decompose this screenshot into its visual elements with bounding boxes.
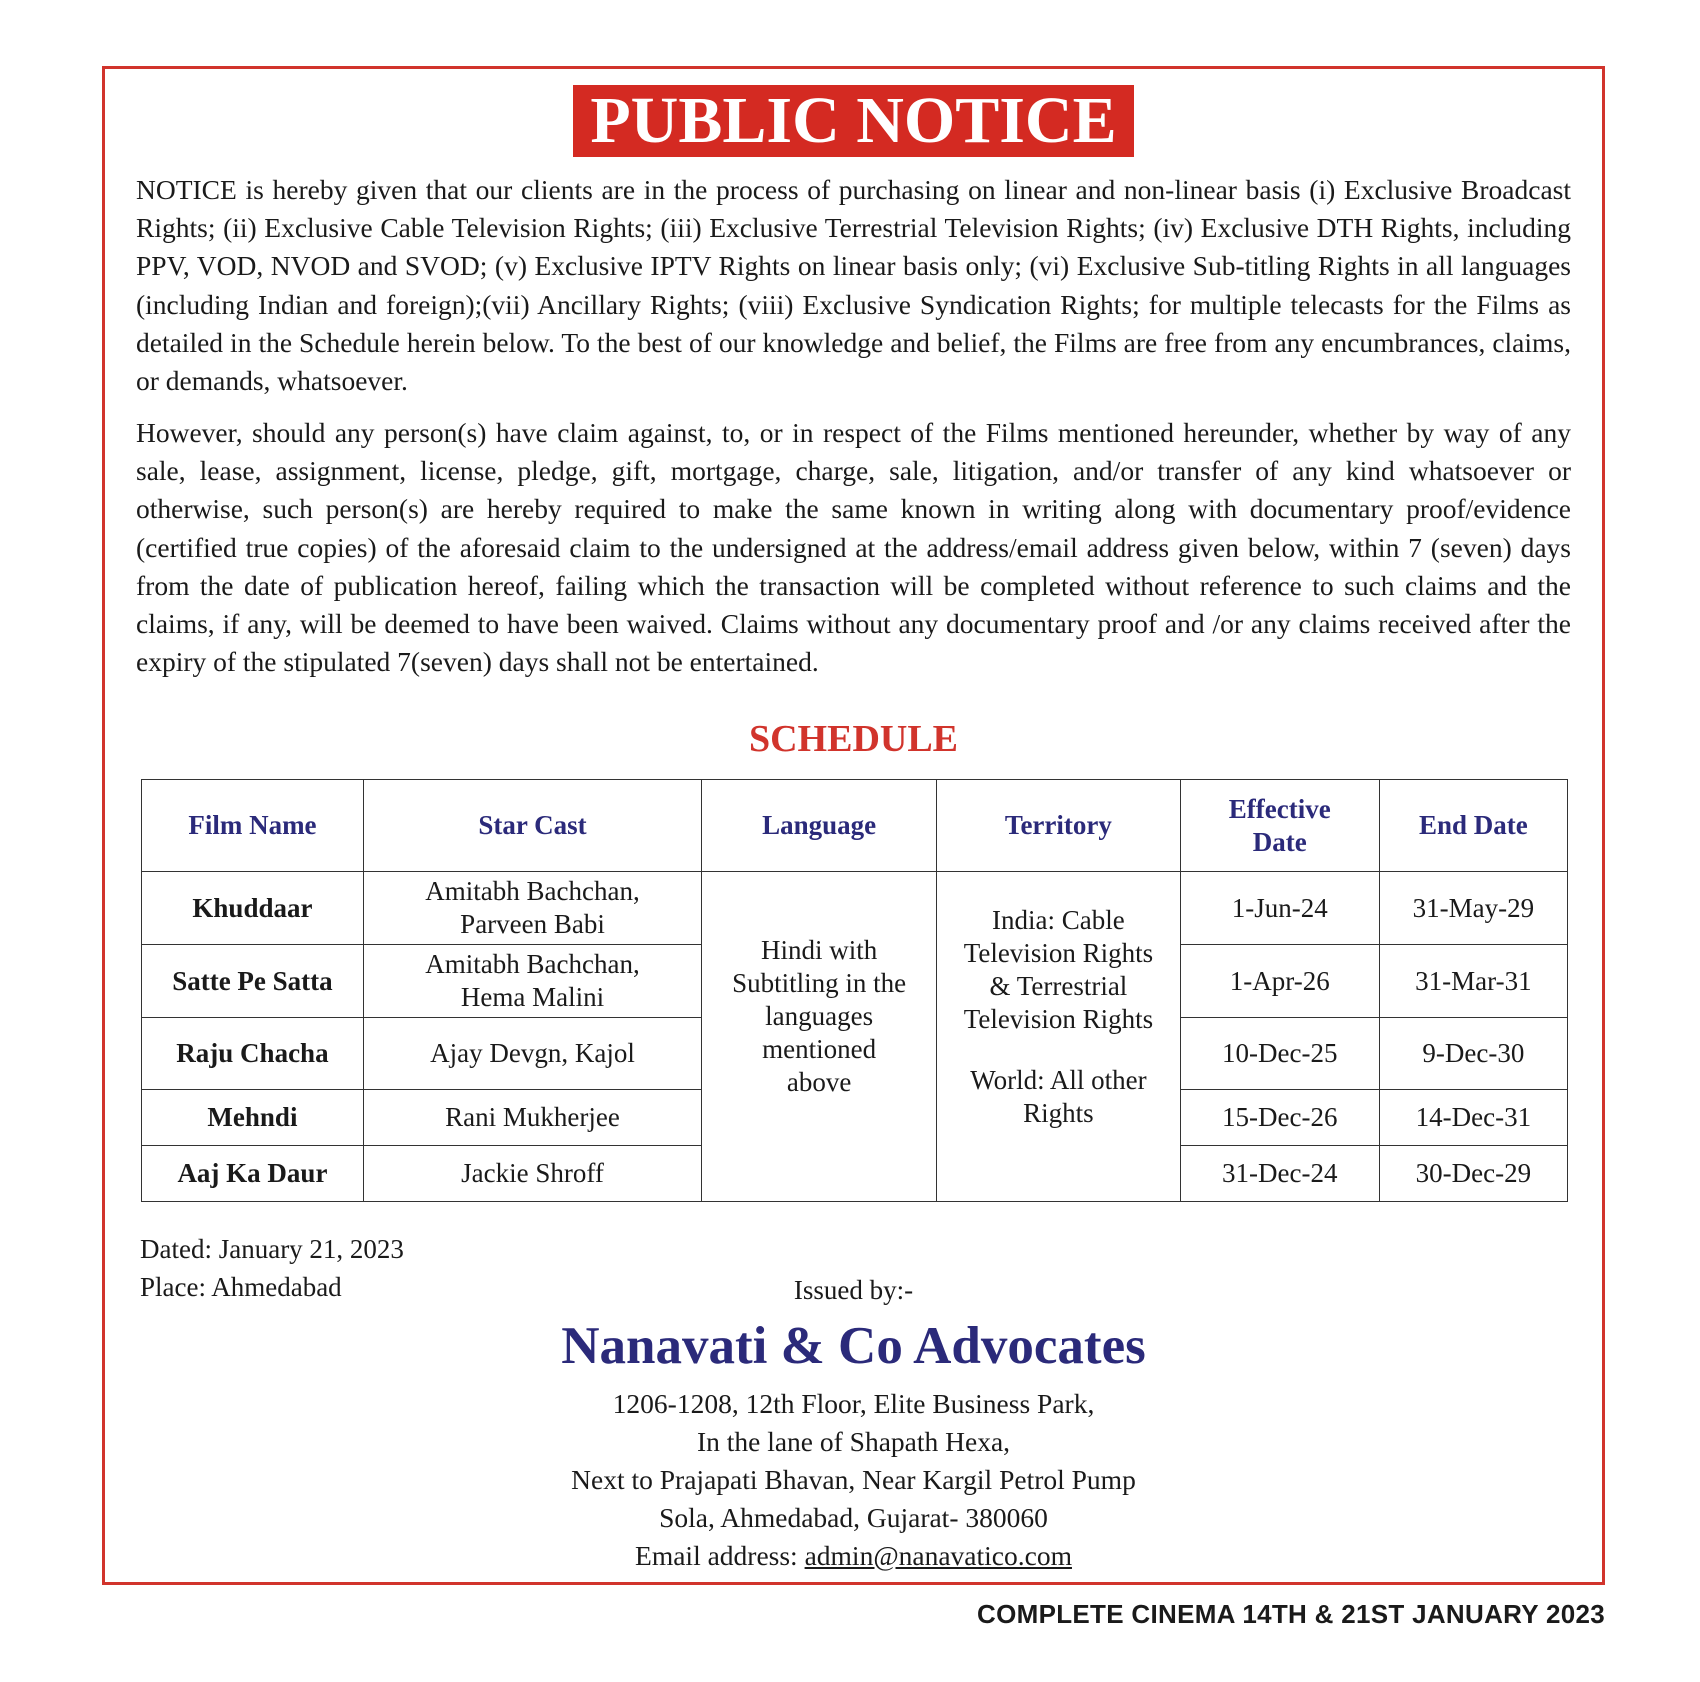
end-date-cell: 31-May-29 — [1379, 872, 1567, 945]
film-name-cell: Khuddaar — [142, 872, 364, 945]
table-row — [142, 872, 1568, 945]
territory-line: World: All other — [970, 1064, 1147, 1095]
effective-date-cell: 15-Dec-26 — [1180, 1090, 1379, 1146]
film-name-cell: Mehndi — [142, 1090, 364, 1146]
territory-line: Television Rights — [963, 1003, 1154, 1034]
column-header-effective-date — [1180, 780, 1379, 872]
end-date-cell: 30-Dec-29 — [1379, 1146, 1567, 1202]
star-cast-cell — [363, 945, 701, 1018]
end-date-cell: 31-Mar-31 — [1379, 945, 1567, 1018]
language-line: above — [786, 1067, 852, 1097]
end-date-cell: 14-Dec-31 — [1379, 1090, 1567, 1146]
territory-line: Rights — [1023, 1097, 1094, 1128]
address-line: Next to Prajapati Bhavan, Near Kargil Petrol Pump — [571, 1464, 1136, 1495]
email-link[interactable]: admin@nanavatico.com — [804, 1540, 1072, 1571]
star-cast-cell — [363, 872, 701, 945]
territory-line: Television Rights — [963, 937, 1154, 968]
language-line: mentioned — [762, 1034, 877, 1064]
email-label: Email address: — [635, 1540, 805, 1571]
dated-line: Dated: January 21, 2023 — [140, 1234, 404, 1264]
address-line: 1206-1208, 12th Floor, Elite Business Park, — [612, 1388, 1095, 1419]
film-name-cell: Aaj Ka Daur — [142, 1146, 364, 1202]
place-line: Place: Ahmedabad — [140, 1272, 342, 1302]
effective-date-cell: 1-Jun-24 — [1180, 872, 1379, 945]
column-header-star-cast: Star Cast — [363, 780, 701, 872]
notice-title: PUBLIC NOTICE — [573, 85, 1133, 157]
star-cast-line: Parveen Babi — [460, 909, 605, 939]
column-header-film-name: Film Name — [142, 780, 364, 872]
star-cast-line: Hema Malini — [460, 982, 605, 1012]
address-block — [105, 1385, 1602, 1575]
schedule-heading: SCHEDULE — [748, 718, 959, 760]
language-line: Hindi with — [760, 935, 878, 965]
effective-date-cell: 31-Dec-24 — [1180, 1146, 1379, 1202]
schedule-table — [141, 779, 1568, 1202]
end-date-cell: 9-Dec-30 — [1379, 1018, 1567, 1090]
firm-name: Nanavati & Co Advocates — [561, 1317, 1146, 1375]
star-cast-line: Amitabh Bachchan, — [425, 876, 640, 906]
column-header-language: Language — [702, 780, 937, 872]
email-line — [105, 1537, 1602, 1575]
territory-cell — [937, 872, 1181, 1202]
film-name-cell: Satte Pe Satta — [142, 945, 364, 1018]
language-line: languages — [765, 1001, 874, 1031]
star-cast-cell: Jackie Shroff — [363, 1146, 701, 1202]
star-cast-line: Amitabh Bachchan, — [425, 949, 640, 979]
publication-footer-tag: COMPLETE CINEMA 14TH & 21ST JANUARY 2023 — [977, 1599, 1605, 1629]
language-cell — [702, 872, 937, 1202]
effective-date-cell: 10-Dec-25 — [1180, 1018, 1379, 1090]
address-line: In the lane of Shapath Hexa, — [696, 1426, 1011, 1457]
language-line: Subtitling in the — [732, 968, 907, 998]
column-header-end-date: End Date — [1379, 780, 1567, 872]
column-header-territory: Territory — [937, 780, 1181, 872]
territory-line: India: Cable — [992, 904, 1125, 935]
issued-by-label: Issued by:- — [793, 1275, 914, 1305]
star-cast-cell: Rani Mukherjee — [363, 1090, 701, 1146]
notice-paragraph-2: However, should any person(s) have claim against, to, or in respect of the Films mentioned hereunder, whether by way of any sale, lease, assignment, license, pledge, gift, mortgage, charge, sale, litigation, and/or transfer of any kind whatsoever or otherwise, such person(s) are hereby required to make the same known in writing along with documentary proof/evidence (certified true copies) of the aforesaid claim to the undersigned at the address/email address given below, within 7 (seven) days from the date of publication hereof, failing which the transaction will be completed without reference to such claims and the claims, if any, will be deemed to have been waived. Claims without any documentary proof and /or any claims received after the expiry of the stipulated 7(seven) days shall not be entertained. — [136, 417, 1571, 678]
notice-paragraph-1: NOTICE is hereby given that our clients are in the process of purchasing on linear and non-linear basis (i) Exclusive Broadcast Rights; (ii) Exclusive Cable Television Rights; (iii) Exclusive Terrestrial Television Rights; (iv) Exclusive DTH Rights, including PPV, VOD, NVOD and SVOD; (v) Exclusive IPTV Rights on linear basis only; (vi) Exclusive Sub-titling Rights in all languages (including Indian and foreign);(vii) Ancillary Rights; (viii) Exclusive Syndication Rights; for multiple telecasts for the Films as detailed in the Schedule herein below. To the best of our knowledge and belief, the Films are free from any encumbrances, claims, or demands, whatsoever. — [136, 174, 1571, 397]
address-line: Sola, Ahmedabad, Gujarat- 380060 — [659, 1502, 1048, 1533]
effective-date-header-text: Effective Date — [1228, 793, 1331, 857]
star-cast-cell: Ajay Devgn, Kajol — [363, 1018, 701, 1090]
film-name-cell: Raju Chacha — [142, 1018, 364, 1090]
territory-line: & Terrestrial — [989, 970, 1128, 1001]
notice-frame — [102, 66, 1605, 1585]
title-wrapper — [105, 85, 1602, 157]
effective-date-cell: 1-Apr-26 — [1180, 945, 1379, 1018]
table-header-row — [142, 780, 1568, 872]
